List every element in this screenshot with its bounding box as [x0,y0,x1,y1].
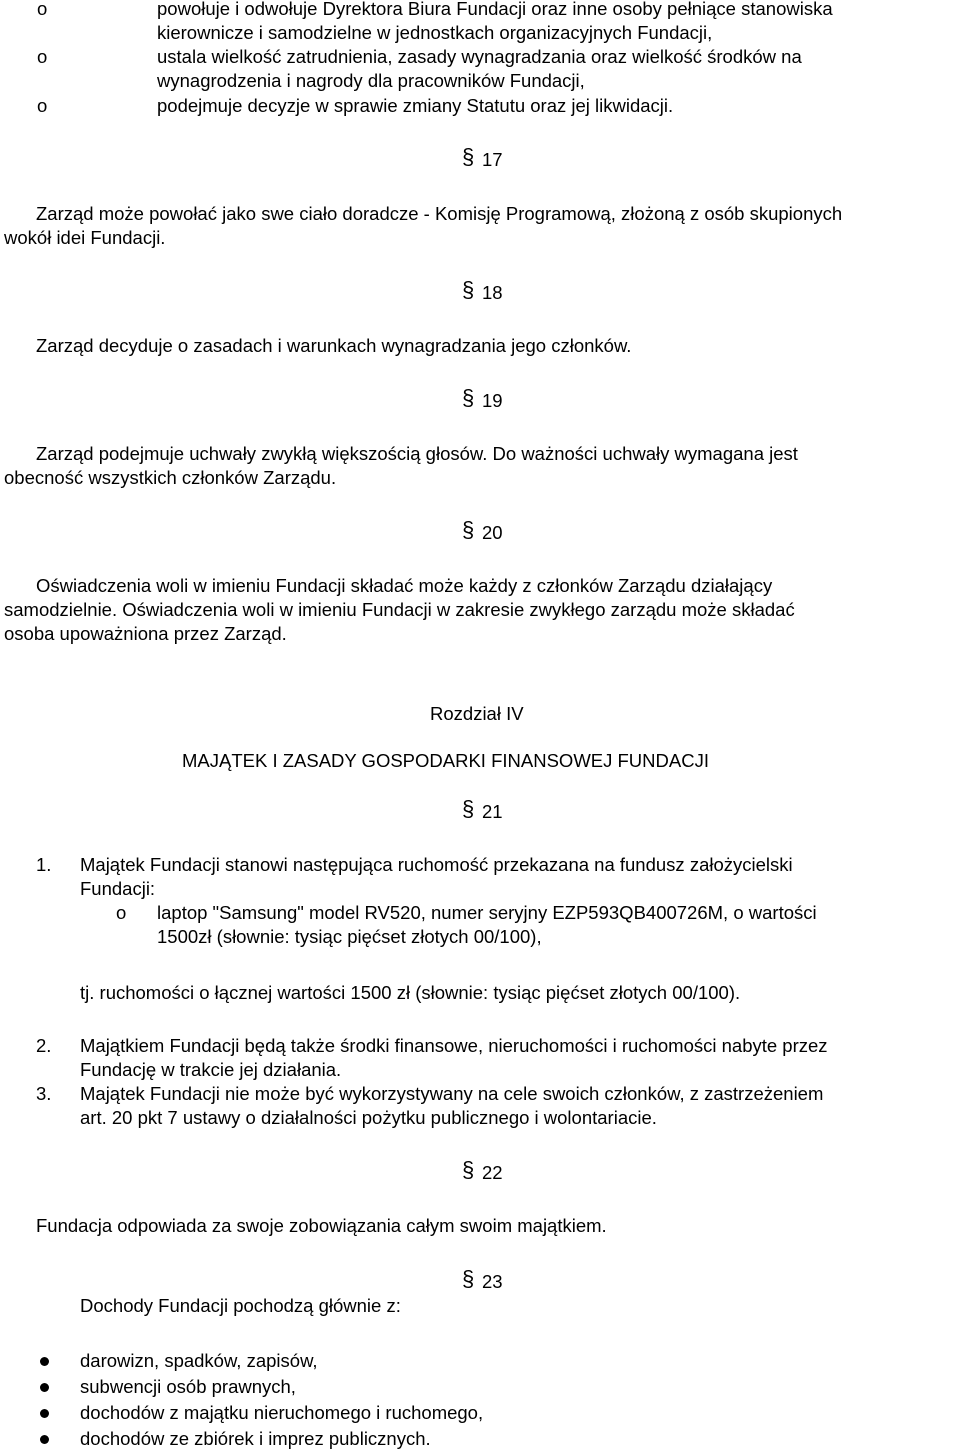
list-item-line: wynagrodzenia i nagrody dla pracowników Fundacji, [157,70,585,91]
list-bullet: o [37,46,48,67]
section-number: 18 [482,282,503,303]
paragraph-line: art. 20 pkt 7 ustawy o działalności pożytku publicznego i wolontariacie. [80,1107,657,1128]
section-sign: § [462,277,475,302]
paragraph-line: Fundacji: [80,878,156,899]
paragraph-line: osoba upoważniona przez Zarząd. [4,623,287,644]
list-item: subwencji osób prawnych, [80,1376,296,1397]
list-bullet: o [37,95,48,116]
section-sign: § [462,517,475,542]
paragraph-line: Zarząd może powołać jako swe ciało doradcze - Komisję Programową, złożoną z osób skupionych [36,203,843,224]
paragraph-line: Zarząd podejmuje uchwały zwykłą większością głosów. Do ważności uchwały wymagana jest [36,443,798,464]
list-item-line: 1500zł (słownie: tysiąc pięćset złotych 00/100), [157,926,542,947]
list-item: dochodów z majątku nieruchomego i ruchomego, [80,1402,484,1423]
list-item-line: kierownicze i samodzielne w jednostkach organizacyjnych Fundacji, [157,22,713,43]
paragraph-line: Oświadczenia woli w imieniu Fundacji składać może każdy z członków Zarządu działający [36,575,773,596]
list-item: darowizn, spadków, zapisów, [80,1350,318,1371]
section-number: 21 [482,801,503,822]
paragraph-line: Zarząd decyduje o zasadach i warunkach wynagradzania jego członków. [36,335,632,356]
bullet-dot [40,1409,49,1418]
list-item-line: powołuje i odwołuje Dyrektora Biura Fundacji oraz inne osoby pełniące stanowiska [157,0,833,19]
paragraph-line: Majątkiem Fundacji będą także środki finansowe, nieruchomości i ruchomości nabyte przez [80,1035,828,1056]
bullet-dot [40,1357,49,1366]
item-number: 1. [36,854,52,875]
section-number: 20 [482,522,503,543]
list-item-line: podejmuje decyzje w sprawie zmiany Statutu oraz jej likwidacji. [157,95,674,116]
list-bullet: o [37,0,48,19]
paragraph-line: Majątek Fundacji nie może być wykorzystywany na cele swoich członków, z zastrzeżeniem [80,1083,824,1104]
item-number: 3. [36,1083,52,1104]
item-number: 2. [36,1035,52,1056]
section-sign: § [462,385,475,410]
paragraph-line: obecność wszystkich członków Zarządu. [4,467,337,488]
paragraph-line: Fundacja odpowiada za swoje zobowiązania całym swoim majątkiem. [36,1215,607,1236]
paragraph-line: tj. ruchomości o łącznej wartości 1500 zł (słownie: tysiąc pięćset złotych 00/100). [80,982,741,1003]
list-item: dochodów ze zbiórek i imprez publicznych. [80,1428,431,1449]
list-item-line: laptop "Samsung" model RV520, numer seryjny EZP593QB400726M, o wartości [157,902,817,923]
list-item-line: ustala wielkość zatrudnienia, zasady wynagradzania oraz wielkość środków na [157,46,802,67]
chapter-title: Rozdział IV [430,703,524,724]
paragraph-line: Majątek Fundacji stanowi następująca ruchomość przekazana na fundusz założycielski [80,854,793,875]
paragraph-line: wokół idei Fundacji. [4,227,166,248]
section-sign: § [462,1157,475,1182]
paragraph-line: Dochody Fundacji pochodzą głównie z: [80,1295,401,1316]
section-number: 23 [482,1271,503,1292]
list-bullet: o [116,902,127,923]
section-sign: § [462,1266,475,1291]
bullet-dot [40,1435,49,1444]
paragraph-line: Fundację w trakcie jej działania. [80,1059,342,1080]
paragraph-line: samodzielnie. Oświadczenia woli w imieniu Fundacji w zakresie zwykłego zarządu może składać [4,599,795,620]
section-sign: § [462,144,475,169]
section-sign: § [462,796,475,821]
section-number: 19 [482,390,503,411]
bullet-dot [40,1383,49,1392]
section-number: 17 [482,149,503,170]
section-number: 22 [482,1162,503,1183]
chapter-subtitle: MAJĄTEK I ZASADY GOSPODARKI FINANSOWEJ FUNDACJI [182,750,709,771]
